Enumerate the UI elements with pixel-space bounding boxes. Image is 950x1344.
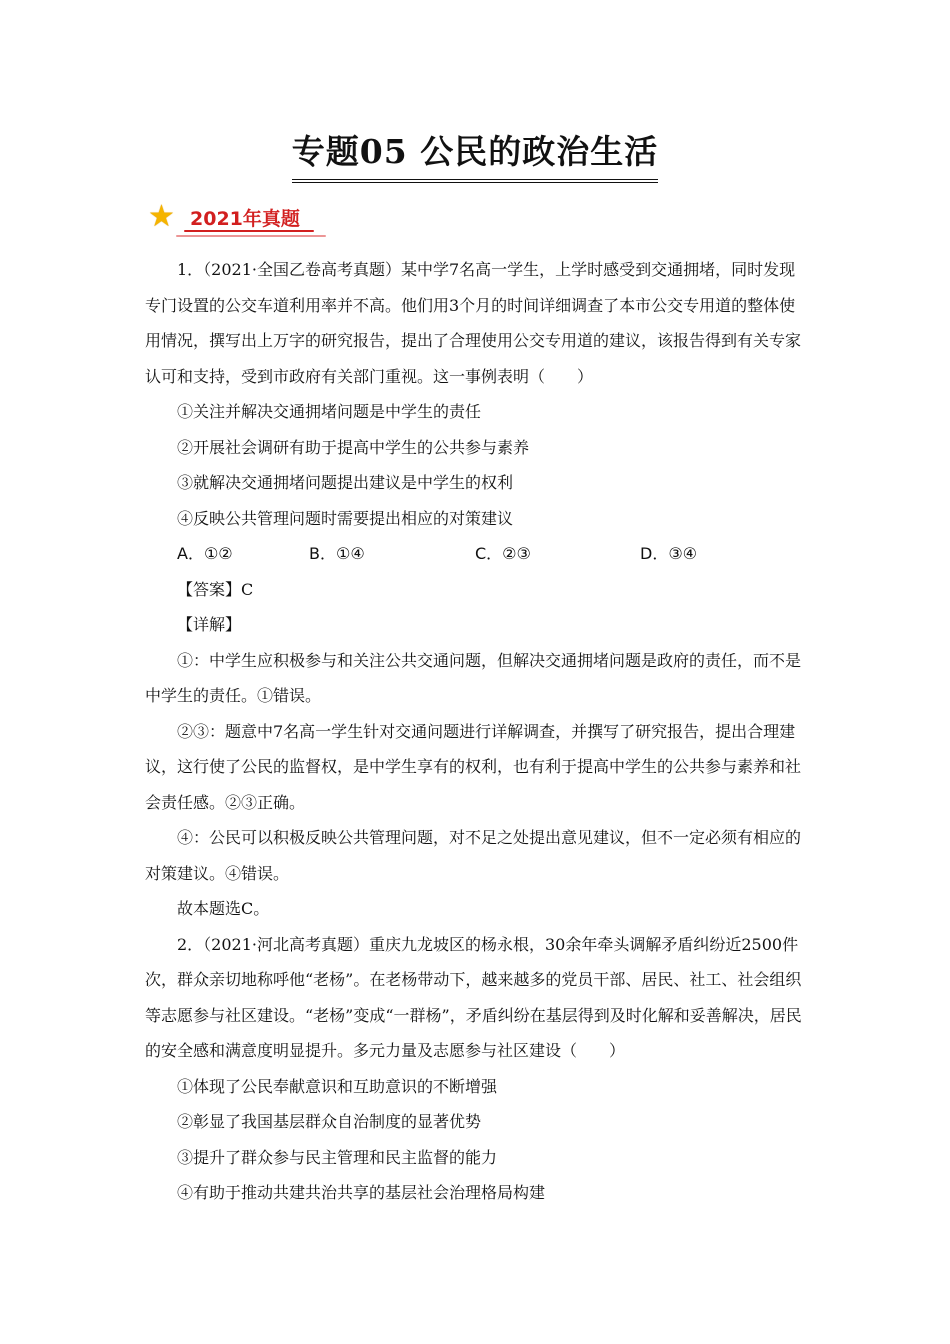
explanation-paragraph: ④：公民可以积极反映公共管理问题，对不足之处提出意见建议，但不一定必须有相应的对策建议。④错误。 xyxy=(145,828,802,883)
option-d: D．③④ xyxy=(640,544,698,563)
question-1-item: ①关注并解决交通拥堵问题是中学生的责任 xyxy=(177,402,482,421)
conclusion-paragraph: 故本题选C。 xyxy=(177,899,270,918)
option-b: B．①④ xyxy=(309,544,365,563)
question-2-item: ④有助于推动共建共治共享的基层社会治理格局构建 xyxy=(177,1183,546,1202)
question-2-item: ①体现了公民奉献意识和互助意识的不断增强 xyxy=(177,1076,498,1096)
explanation-paragraph: ①：中学生应积极参与和关注公共交通问题，但解决交通拥堵问题是政府的责任，而不是中学生的责任。①错误。 xyxy=(145,650,802,705)
option-c: C．②③ xyxy=(475,544,531,563)
page-title xyxy=(0,126,950,183)
page-title-text: 专题05 公民的政治生活 xyxy=(292,126,658,183)
question-1-item: ②开展社会调研有助于提高中学生的公共参与素养 xyxy=(177,437,530,457)
answer-label: 【答案】C xyxy=(177,579,254,599)
star-icon: ★ xyxy=(148,199,175,234)
question-2-item: ②彰显了我国基层群众自治制度的显著优势 xyxy=(177,1112,482,1131)
option-a: A．①② xyxy=(177,544,233,563)
section-badge-label: 2021年真题 xyxy=(190,208,300,230)
question-1-options xyxy=(145,536,803,572)
question-1-item: ④反映公共管理问题时需要提出相应的对策建议 xyxy=(177,508,514,528)
document-body xyxy=(145,252,803,1211)
badge-underline-shadow xyxy=(176,235,326,237)
question-2-stem: 2．（2021·河北高考真题）重庆九龙坡区的杨永根，30余年牵头调解矛盾纠纷近2500件次，群众亲切地称呼他“老杨”。在老杨带动下，越来越多的党员干部、居民、社工、社会组织等志愿参与社区建设。“老杨”变成“一群杨”，矛盾纠纷在基层得到及时化解和妥善解决，居民的安全感和满意度明显提升。多元力量及志愿参与社区建设（ ） xyxy=(145,934,802,1060)
detail-label: 【详解】 xyxy=(177,615,242,634)
section-badge xyxy=(148,200,318,240)
badge-underline xyxy=(184,230,314,232)
question-2-item: ③提升了群众参与民主管理和民主监督的能力 xyxy=(177,1147,498,1167)
question-1-item: ③就解决交通拥堵问题提出建议是中学生的权利 xyxy=(177,473,514,492)
explanation-paragraph: ②③：题意中7名高一学生针对交通问题进行详解调查，并撰写了研究报告，提出合理建议，这行使了公民的监督权，是中学生享有的权利，也有利于提高中学生的公共参与素养和社会责任感。②③正确。 xyxy=(145,721,802,812)
question-1-stem: 1．（2021·全国乙卷高考真题）某中学7名高一学生，上学时感受到交通拥堵，同时发现专门设置的公交车道利用率并不高。他们用3个月的时间详细调查了本市公交专用道的整体使用情况，撰写出上万字的研究报告，提出了合理使用公交专用道的建议，该报告得到有关专家认可和支持，受到市政府有关部门重视。这一事例表明（ ） xyxy=(145,260,802,386)
